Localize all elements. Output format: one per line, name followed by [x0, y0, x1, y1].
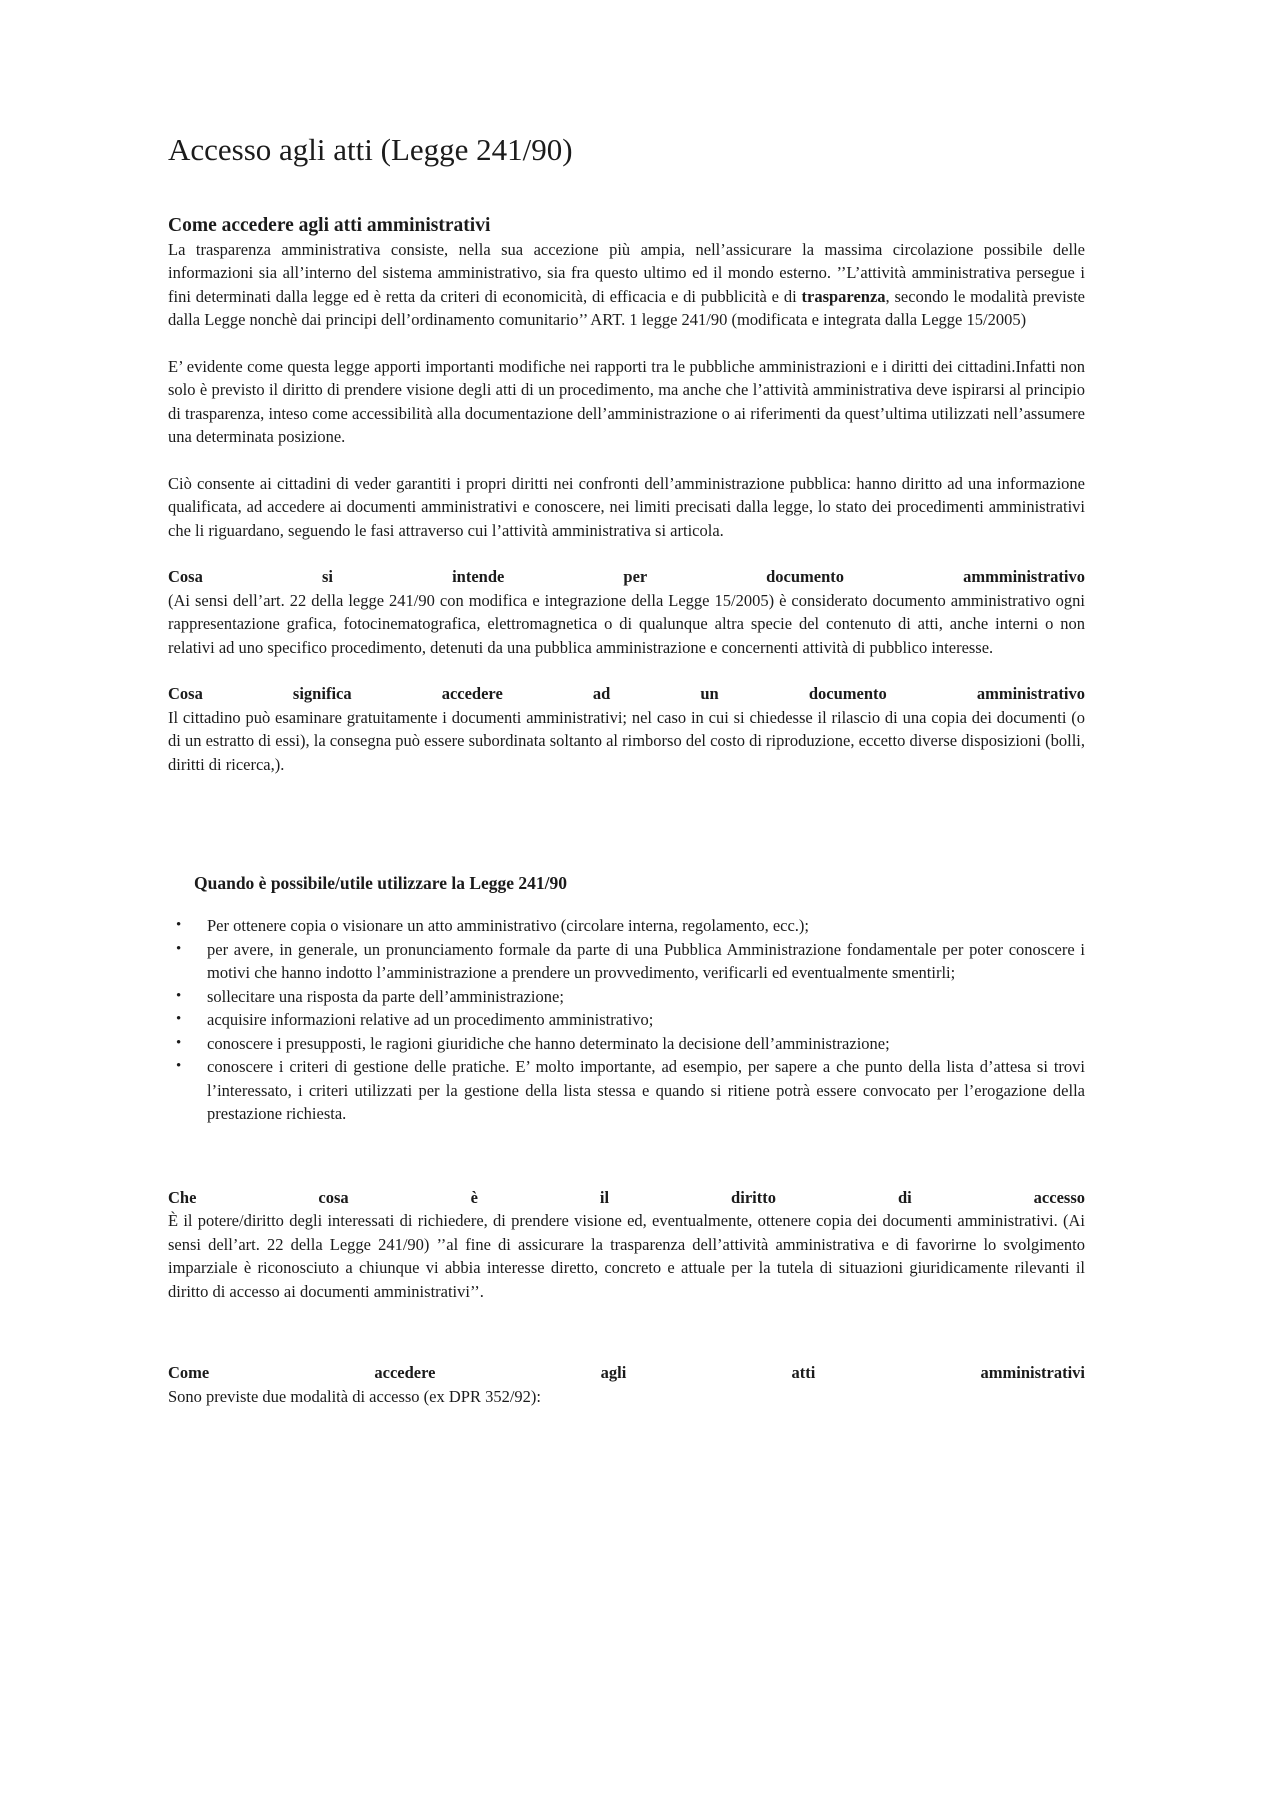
paragraph-trasparenza-part1: La trasparenza amministrativa consiste, nella sua accezione più ampia, nell’assicurare la massima circolazione possibile delle informazioni sia all’interno del sistema amministrativo, sia fra questo ultimo ed il mondo esterno. ’’L’attività amministrativa persegue i fini determinati dalla legge ed è retta da criteri di economicità, di efficacia e di pubblicità e di [168, 239, 1085, 306]
list-item-text: conoscere i criteri di gestione delle pratiche. E’ molto importante, ad esempio, per sapere a che punto della lista d’attesa si trovi l’interessato, i criteri utilizzati per la gestione della lista stessa e quando si ritiene potrà essere convocato per l’erogazione della prestazione richiesta. [207, 1057, 1085, 1124]
list-item [168, 938, 1085, 985]
bullet-icon: • [176, 1011, 182, 1028]
list-item [168, 985, 1085, 1009]
bullet-icon: • [176, 940, 182, 957]
document-title: Accesso agli atti (Legge 241/90) [168, 132, 573, 167]
heading-quando: Quando è possibile/utile utilizzare la Legge 241/90 [194, 873, 568, 894]
bullet-icon: • [176, 1058, 182, 1075]
list-item [168, 1032, 1085, 1056]
list-item-text: sollecitare una risposta da parte dell’amministrazione; [207, 986, 564, 1006]
paragraph-cio-consente: Ciò consente ai cittadini di veder garantiti i propri diritti nei confronti dell’amministrazione pubblica: hanno diritto ad una informazione qualificata, ad accedere ai documenti amministrativi e conoscere, nei limiti precisati dalla legge, lo stato dei procedimenti amministrativi che li riguardano, seguendo le fasi attraverso cui l’attività amministrativa si articola. [168, 473, 1085, 540]
section-che-cosa [168, 1186, 1085, 1304]
section-quando [168, 872, 1085, 1126]
heading-cosa-significa: Cosa significa accedere ad un documento amministrativo [168, 684, 1085, 704]
list-item [168, 1055, 1085, 1126]
bullet-icon: • [176, 987, 182, 1004]
list-item-text: per avere, in generale, un pronunciamento formale da parte di una Pubblica Amministrazione fondamentale per poter conoscere i motivi che hanno indotto l’amministrazione a prendere un provvedimento, verificarli ed eventualmente smentirli; [207, 939, 1085, 983]
paragraph-trasparenza-part2: , secondo le modalità previste dalla Legge nonchè dai principi dell’ordinamento comunitario’’ ART. 1 legge 241/90 (modificata e integrata dalla Legge 15/2005) [168, 286, 1085, 330]
list-item [168, 1008, 1085, 1032]
section-cosa-significa [168, 682, 1085, 776]
paragraph-trasparenza-bold-word: trasparenza [801, 286, 886, 306]
section-cosa-si-intende [168, 565, 1085, 659]
list-item [168, 914, 1085, 938]
paragraph-evidente: E’ evidente come questa legge apporti importanti modifiche nei rapporti tra le pubbliche amministrazioni e i diritti dei cittadini.Infatti non solo è previsto il diritto di prendere visione degli atti di un procedimento, ma anche che l’attività amministrativa deve ispirarsi al principio di trasparenza, inteso come accessibilità alla documentazione dell’amministrazione o ai riferimenti da quest’ultima utilizzati nell’assumere una determinata posizione. [168, 356, 1085, 447]
heading-come-accedere: Come accedere agli atti amministrativi [168, 214, 491, 236]
section-intro [168, 214, 1085, 543]
heading-che-cosa: Che cosa è il diritto di accesso [168, 1187, 1085, 1207]
section-come-accedere-2 [168, 1361, 1085, 1408]
heading-come-accedere-2: Come accedere agli atti amministrativi [168, 1363, 1085, 1383]
paragraph-cosa-significa: Il cittadino può esaminare gratuitamente i documenti amministrativi; nel caso in cui si chiedesse il rilascio di una copia dei documenti (o di un estratto di essi), la consegna può essere subordinata soltanto al rimborso del costo di riproduzione, eccetto diverse disposizioni (bolli, diritti di ricerca,). [168, 707, 1085, 774]
paragraph-trasparenza [168, 238, 1085, 332]
bullet-icon: • [176, 917, 182, 934]
heading-cosa-si-intende: Cosa si intende per documento ammministrativo [168, 567, 1085, 587]
bullet-icon: • [176, 1034, 182, 1051]
list-item-text: Per ottenere copia o visionare un atto amministrativo (circolare interna, regolamento, ecc.); [207, 916, 810, 936]
bullet-list [168, 914, 1085, 1126]
paragraph-cosa-si-intende: (Ai sensi dell’art. 22 della legge 241/90 con modifica e integrazione della Legge 15/2005) è considerato documento amministrativo ogni rappresentazione grafica, fotocinematografica, elettromagnetica o di qualunque altra specie del contenuto di atti, anche interni o non relativi ad uno specifico procedimento, detenuti da una pubblica amministrazione e concernenti attività di pubblico interesse. [168, 590, 1085, 657]
paragraph-modalita-accesso: Sono previste due modalità di accesso (ex DPR 352/92): [168, 1386, 542, 1406]
paragraph-che-cosa: È il potere/diritto degli interessati di richiedere, di prendere visione ed, eventualmente, ottenere copia dei documenti amministrativi. (Ai sensi dell’art. 22 della Legge 241/90) ’’al fine di assicurare la trasparenza dell’attività amministrativa e di favorirne lo svolgimento imparziale è riconosciuto a chiunque vi abbia interesse diretto, concreto e attuale per la tutela di situazioni giuridicamente rilevanti il diritto di accesso ai documenti amministrativi’’. [168, 1211, 1085, 1301]
list-item-text: conoscere i presupposti, le ragioni giuridiche che hanno determinato la decisione dell’amministrazione; [207, 1033, 890, 1053]
list-item-text: acquisire informazioni relative ad un procedimento amministrativo; [207, 1010, 654, 1030]
